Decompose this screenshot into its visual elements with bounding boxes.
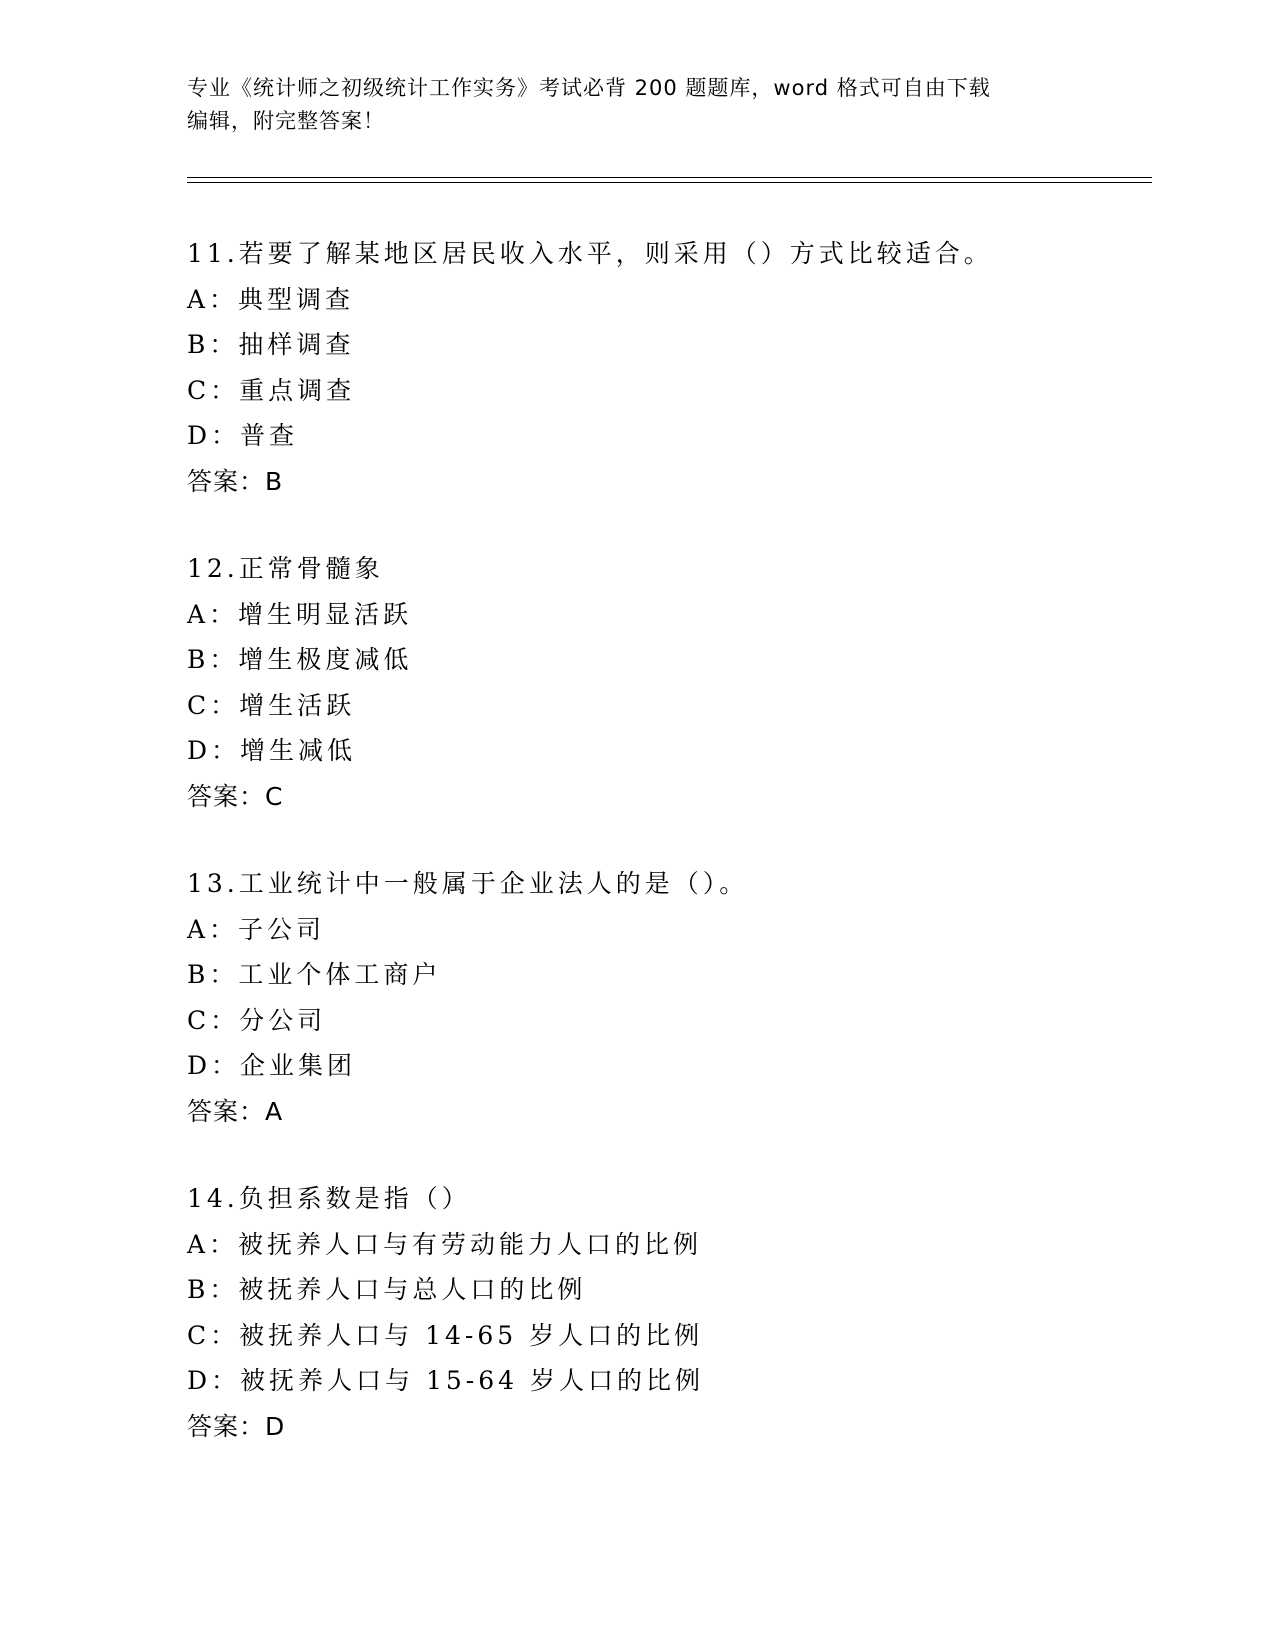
option-a: A：子公司 <box>187 914 326 944</box>
header-divider-bottom <box>187 182 1152 183</box>
option-b: B：工业个体工商户 <box>187 960 442 989</box>
option-a: A：被抚养人口与有劳动能力人口的比例 <box>187 1229 703 1259</box>
question-stem: 14.负担系数是指（） <box>187 1184 471 1213</box>
option-d: D：被抚养人口与 15-64 岁人口的比例 <box>187 1366 705 1395</box>
option-a: A：增生明显活跃 <box>187 599 413 629</box>
question-block <box>187 546 1147 819</box>
option-d: D：增生减低 <box>187 736 357 765</box>
header-line-2: 编辑，附完整答案！ <box>187 109 385 133</box>
question-block <box>187 1176 1147 1449</box>
option-c: C：被抚养人口与 14-65 岁人口的比例 <box>187 1320 704 1350</box>
option-b: B：抽样调查 <box>187 330 355 359</box>
answer-line: 答案：A <box>187 1096 284 1126</box>
answer-line: 答案：B <box>187 466 284 496</box>
question-stem: 11.若要了解某地区居民收入水平，则采用（）方式比较适合。 <box>187 239 993 268</box>
option-c: C：重点调查 <box>187 375 356 405</box>
answer-line: 答案：D <box>187 1411 286 1441</box>
question-block <box>187 861 1147 1134</box>
option-d: D：企业集团 <box>187 1051 357 1080</box>
question-block <box>187 231 1147 504</box>
header-line-1: 专业《统计师之初级统计工作实务》考试必背 200 题题库，word 格式可自由下载 <box>187 76 991 100</box>
question-stem: 13.工业统计中一般属于企业法人的是（）。 <box>187 869 749 898</box>
header-divider-top <box>187 177 1152 178</box>
option-d: D：普查 <box>187 421 299 450</box>
option-a: A：典型调查 <box>187 284 355 314</box>
question-stem: 12.正常骨髓象 <box>187 554 384 583</box>
answer-line: 答案：C <box>187 781 284 811</box>
option-c: C：分公司 <box>187 1005 327 1035</box>
document-header <box>187 72 1067 138</box>
option-b: B：增生极度减低 <box>187 645 413 674</box>
option-c: C：增生活跃 <box>187 690 356 720</box>
option-b: B：被抚养人口与总人口的比例 <box>187 1275 587 1304</box>
